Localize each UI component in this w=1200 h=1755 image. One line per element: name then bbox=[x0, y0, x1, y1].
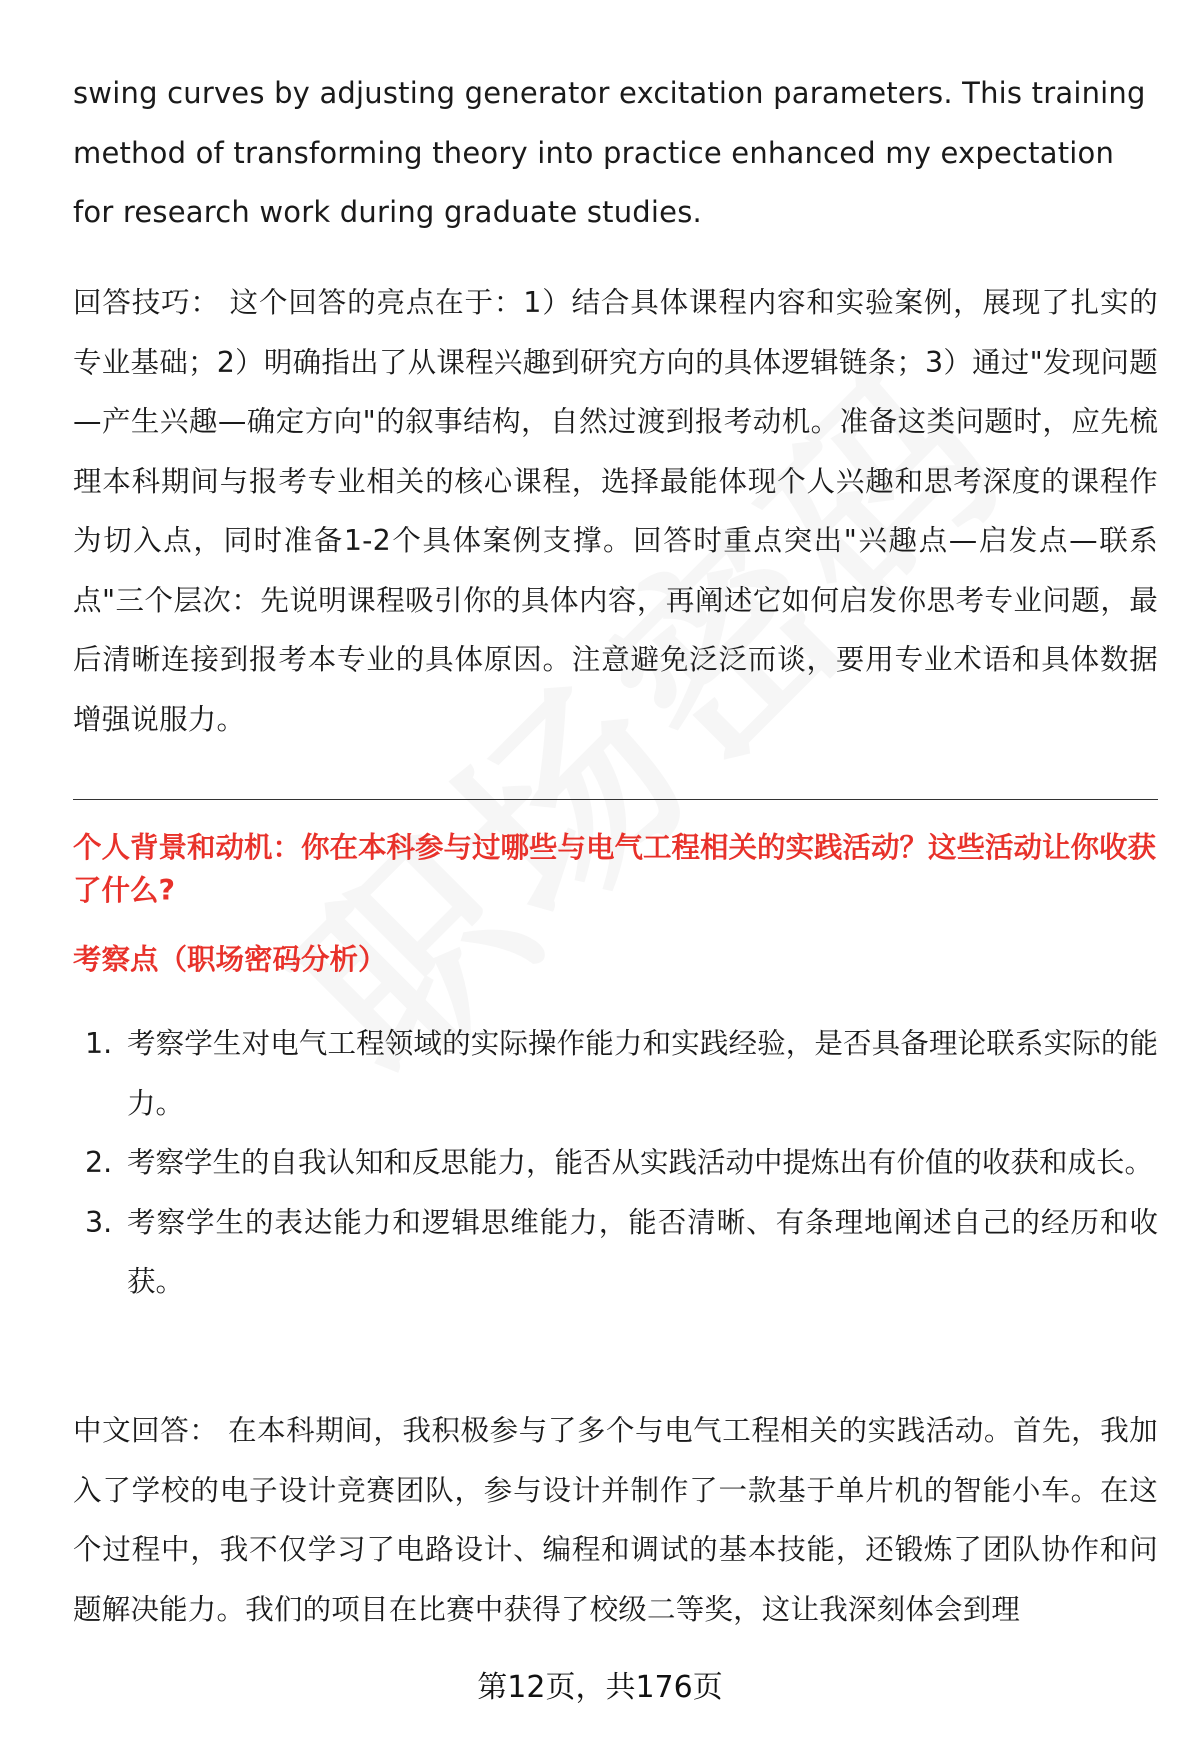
list-item bbox=[73, 1193, 1158, 1312]
answer-tips-paragraph: 回答技巧： 这个回答的亮点在于：1）结合具体课程内容和实验案例，展现了扎实的专业基础；2）明确指出了从课程兴趣到研究方向的具体逻辑链条；3）通过"发现问题—产生兴趣—确定方向"的叙事结构，自然过渡到报考动机。准备这类问题时，应先梳理本科期间与报考专业相关的核心课程，选择最能体现个人兴趣和思考深度的课程作为切入点，同时准备1-2个具体案例支撑。回答时重点突出"兴趣点—启发点—联系点"三个层次：先说明课程吸引你的具体内容，再阐述它如何启发你思考专业问题，最后清晰连接到报考本专业的具体原因。注意避免泛泛而谈，要用专业术语和具体数据增强说服力。 bbox=[73, 286, 1158, 736]
document-page bbox=[73, 0, 1158, 1755]
list-item bbox=[73, 1014, 1158, 1133]
section-divider bbox=[73, 799, 1158, 800]
list-item bbox=[73, 1133, 1158, 1193]
list-item-text: 考察学生对电气工程领域的实际操作能力和实践经验，是否具备理论联系实际的能力。 bbox=[127, 1027, 1158, 1120]
assessment-points-heading: 考察点（职场密码分析） bbox=[73, 943, 387, 976]
english-answer-continuation: swing curves by adjusting generator excitation parameters. This training method of transforming theory into practice enhanced my expectation for research work during graduate studies. bbox=[73, 76, 1146, 229]
list-item-text: 考察学生的表达能力和逻辑思维能力，能否清晰、有条理地阐述自己的经历和收获。 bbox=[127, 1205, 1158, 1298]
assessment-points-list bbox=[73, 1014, 1158, 1312]
list-item-number: 3. bbox=[85, 1205, 113, 1239]
chinese-answer-paragraph: 中文回答： 在本科期间，我积极参与了多个与电气工程相关的实践活动。首先，我加入了学校的电子设计竞赛团队，参与设计并制作了一款基于单片机的智能小车。在这个过程中，我不仅学习了电路设计、编程和调试的基本技能，还锻炼了团队协作和问题解决能力。我们的项目在比赛中获得了校级二等奖，这让我深刻体会到理 bbox=[73, 1414, 1158, 1626]
page-number-footer: 第12页，共176页 bbox=[477, 1670, 723, 1705]
list-item-text: 考察学生的自我认知和反思能力，能否从实践活动中提炼出有价值的收获和成长。 bbox=[127, 1146, 1154, 1179]
question-heading: 个人背景和动机：你在本科参与过哪些与电气工程相关的实践活动？这些活动让你收获了什么? bbox=[73, 831, 1157, 907]
list-item-number: 2. bbox=[85, 1146, 113, 1179]
list-item-number: 1. bbox=[85, 1027, 113, 1060]
